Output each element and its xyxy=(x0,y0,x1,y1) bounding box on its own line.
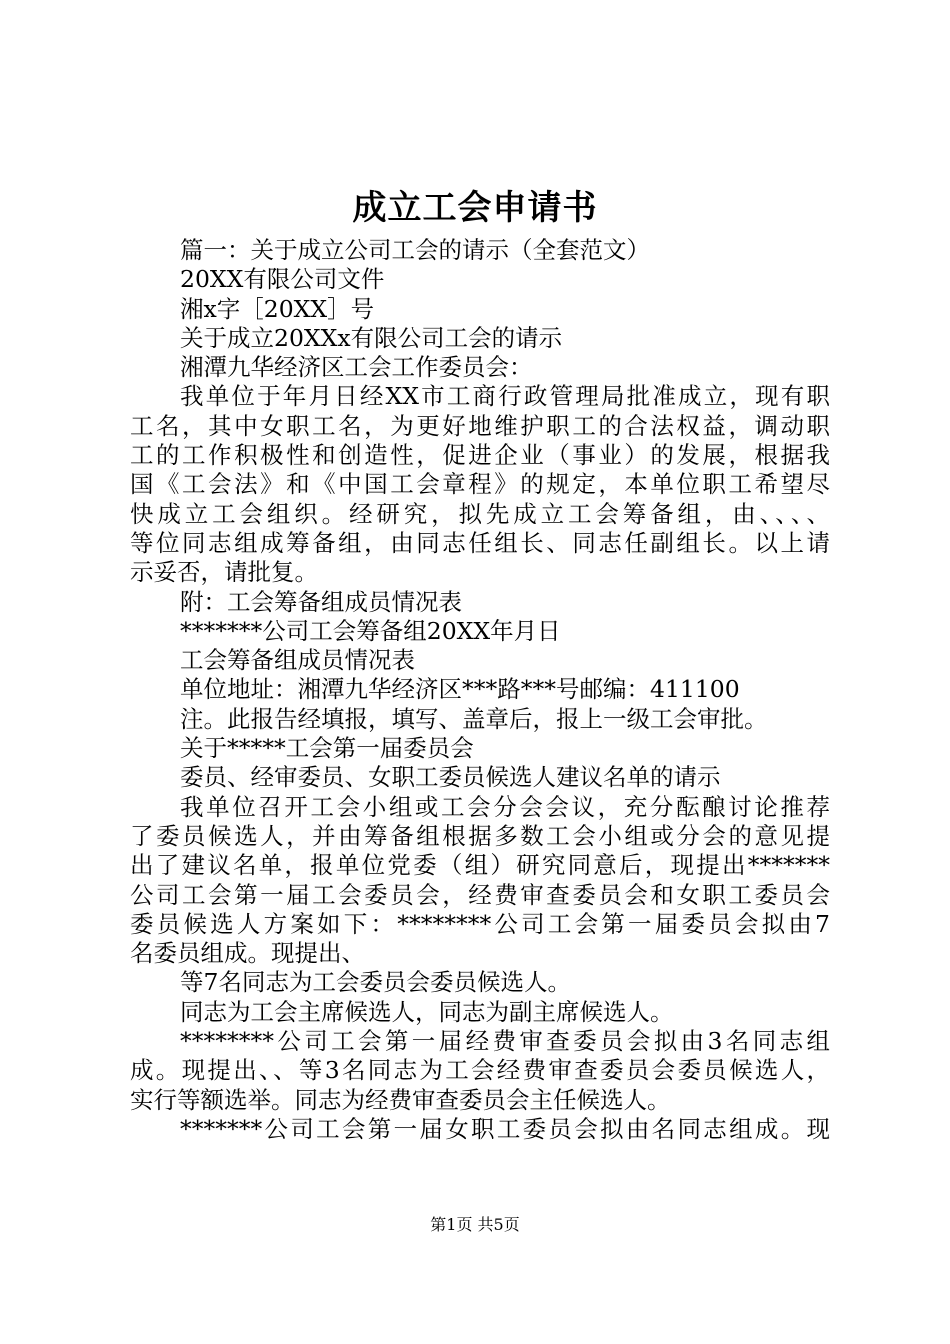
paragraph-line: 成。现提出、、等3名同志为工会经费审查委员会委员候选人， xyxy=(130,1056,830,1085)
paragraph-line: 了委员候选人，并由筹备组根据多数工会小组或分会的意见提 xyxy=(130,821,830,850)
paragraph-line: 我单位召开工会小组或工会分会会议，充分酝酿讨论推荐 xyxy=(180,792,830,821)
paragraph-candidate-plan xyxy=(130,793,830,969)
paragraph-line: *******公司工会第一届女职工委员会拟由名同志组成。现 xyxy=(180,1114,830,1143)
paragraph-establishment-request xyxy=(130,382,830,587)
paragraph-line: 国《工会法》和《中国工会章程》的规定，本单位职工希望尽 xyxy=(130,470,830,499)
paragraph-line: 实行等额选举。同志为经费审查委员会主任候选人。 xyxy=(130,1085,671,1114)
text-line: 关于成立20XXx有限公司工会的请示 xyxy=(180,323,563,352)
text-line: 等7名同志为工会委员会委员候选人。 xyxy=(180,968,571,997)
paragraph-line: 工的工作积极性和创造性，促进企业（事业）的发展，根据我 xyxy=(130,441,830,470)
text-line: 单位地址：湘潭九华经济区***路***号邮编：411100 xyxy=(180,675,740,704)
text-line: *******公司工会筹备组20XX年月日 xyxy=(180,616,561,645)
text-line: 工会筹备组成员情况表 xyxy=(180,646,415,675)
paragraph-line: 快成立工会组织。经研究，拟先成立工会筹备组，由、、、、 xyxy=(130,499,830,528)
paragraph-line: ********公司工会第一届经费审查委员会拟由3名同志组 xyxy=(180,1027,830,1056)
paragraph-line: 公司工会第一届工会委员会，经费审查委员会和女职工委员会 xyxy=(130,880,830,909)
paragraph-line: 我单位于年月日经XX市工商行政管理局批准成立，现有职 xyxy=(180,382,830,411)
text-line: 同志为工会主席候选人，同志为副主席候选人。 xyxy=(180,997,674,1026)
text-line: 附：工会筹备组成员情况表 xyxy=(180,587,462,616)
text-line: 20XX有限公司文件 xyxy=(180,265,385,294)
document-body xyxy=(130,236,830,1144)
text-line: 篇一：关于成立公司工会的请示（全套范文） xyxy=(180,236,650,264)
paragraph-audit-committee xyxy=(130,1027,830,1115)
page-footer: 第1页 共5页 xyxy=(430,1215,520,1234)
paragraph-line: 出了建议名单，报单位党委（组）研究同意后，现提出******* xyxy=(130,851,830,880)
text-line: 关于*****工会第一届委员会 xyxy=(180,734,474,763)
text-line: 委员、经审委员、女职工委员候选人建议名单的请示 xyxy=(180,763,721,792)
paragraph-women-committee xyxy=(130,1115,830,1144)
text-line: 注。此报告经填报，填写、盖章后，报上一级工会审批。 xyxy=(180,704,768,733)
paragraph-line: 工名，其中女职工名，为更好地维护职工的合法权益，调动职 xyxy=(130,411,830,440)
paragraph-line: 示妥否，请批复。 xyxy=(130,558,318,587)
text-line: 湘潭九华经济区工会工作委员会： xyxy=(180,353,533,382)
paragraph-line: 名委员组成。现提出、 xyxy=(130,939,365,968)
paragraph-line: 等位同志组成筹备组，由同志任组长、同志任副组长。以上请 xyxy=(130,528,830,557)
document-title: 成立工会申请书 xyxy=(352,188,598,228)
text-line: 湘x字［20XX］号 xyxy=(180,294,375,323)
paragraph-line: 委员候选人方案如下：********公司工会第一届委员会拟由7 xyxy=(130,909,830,938)
